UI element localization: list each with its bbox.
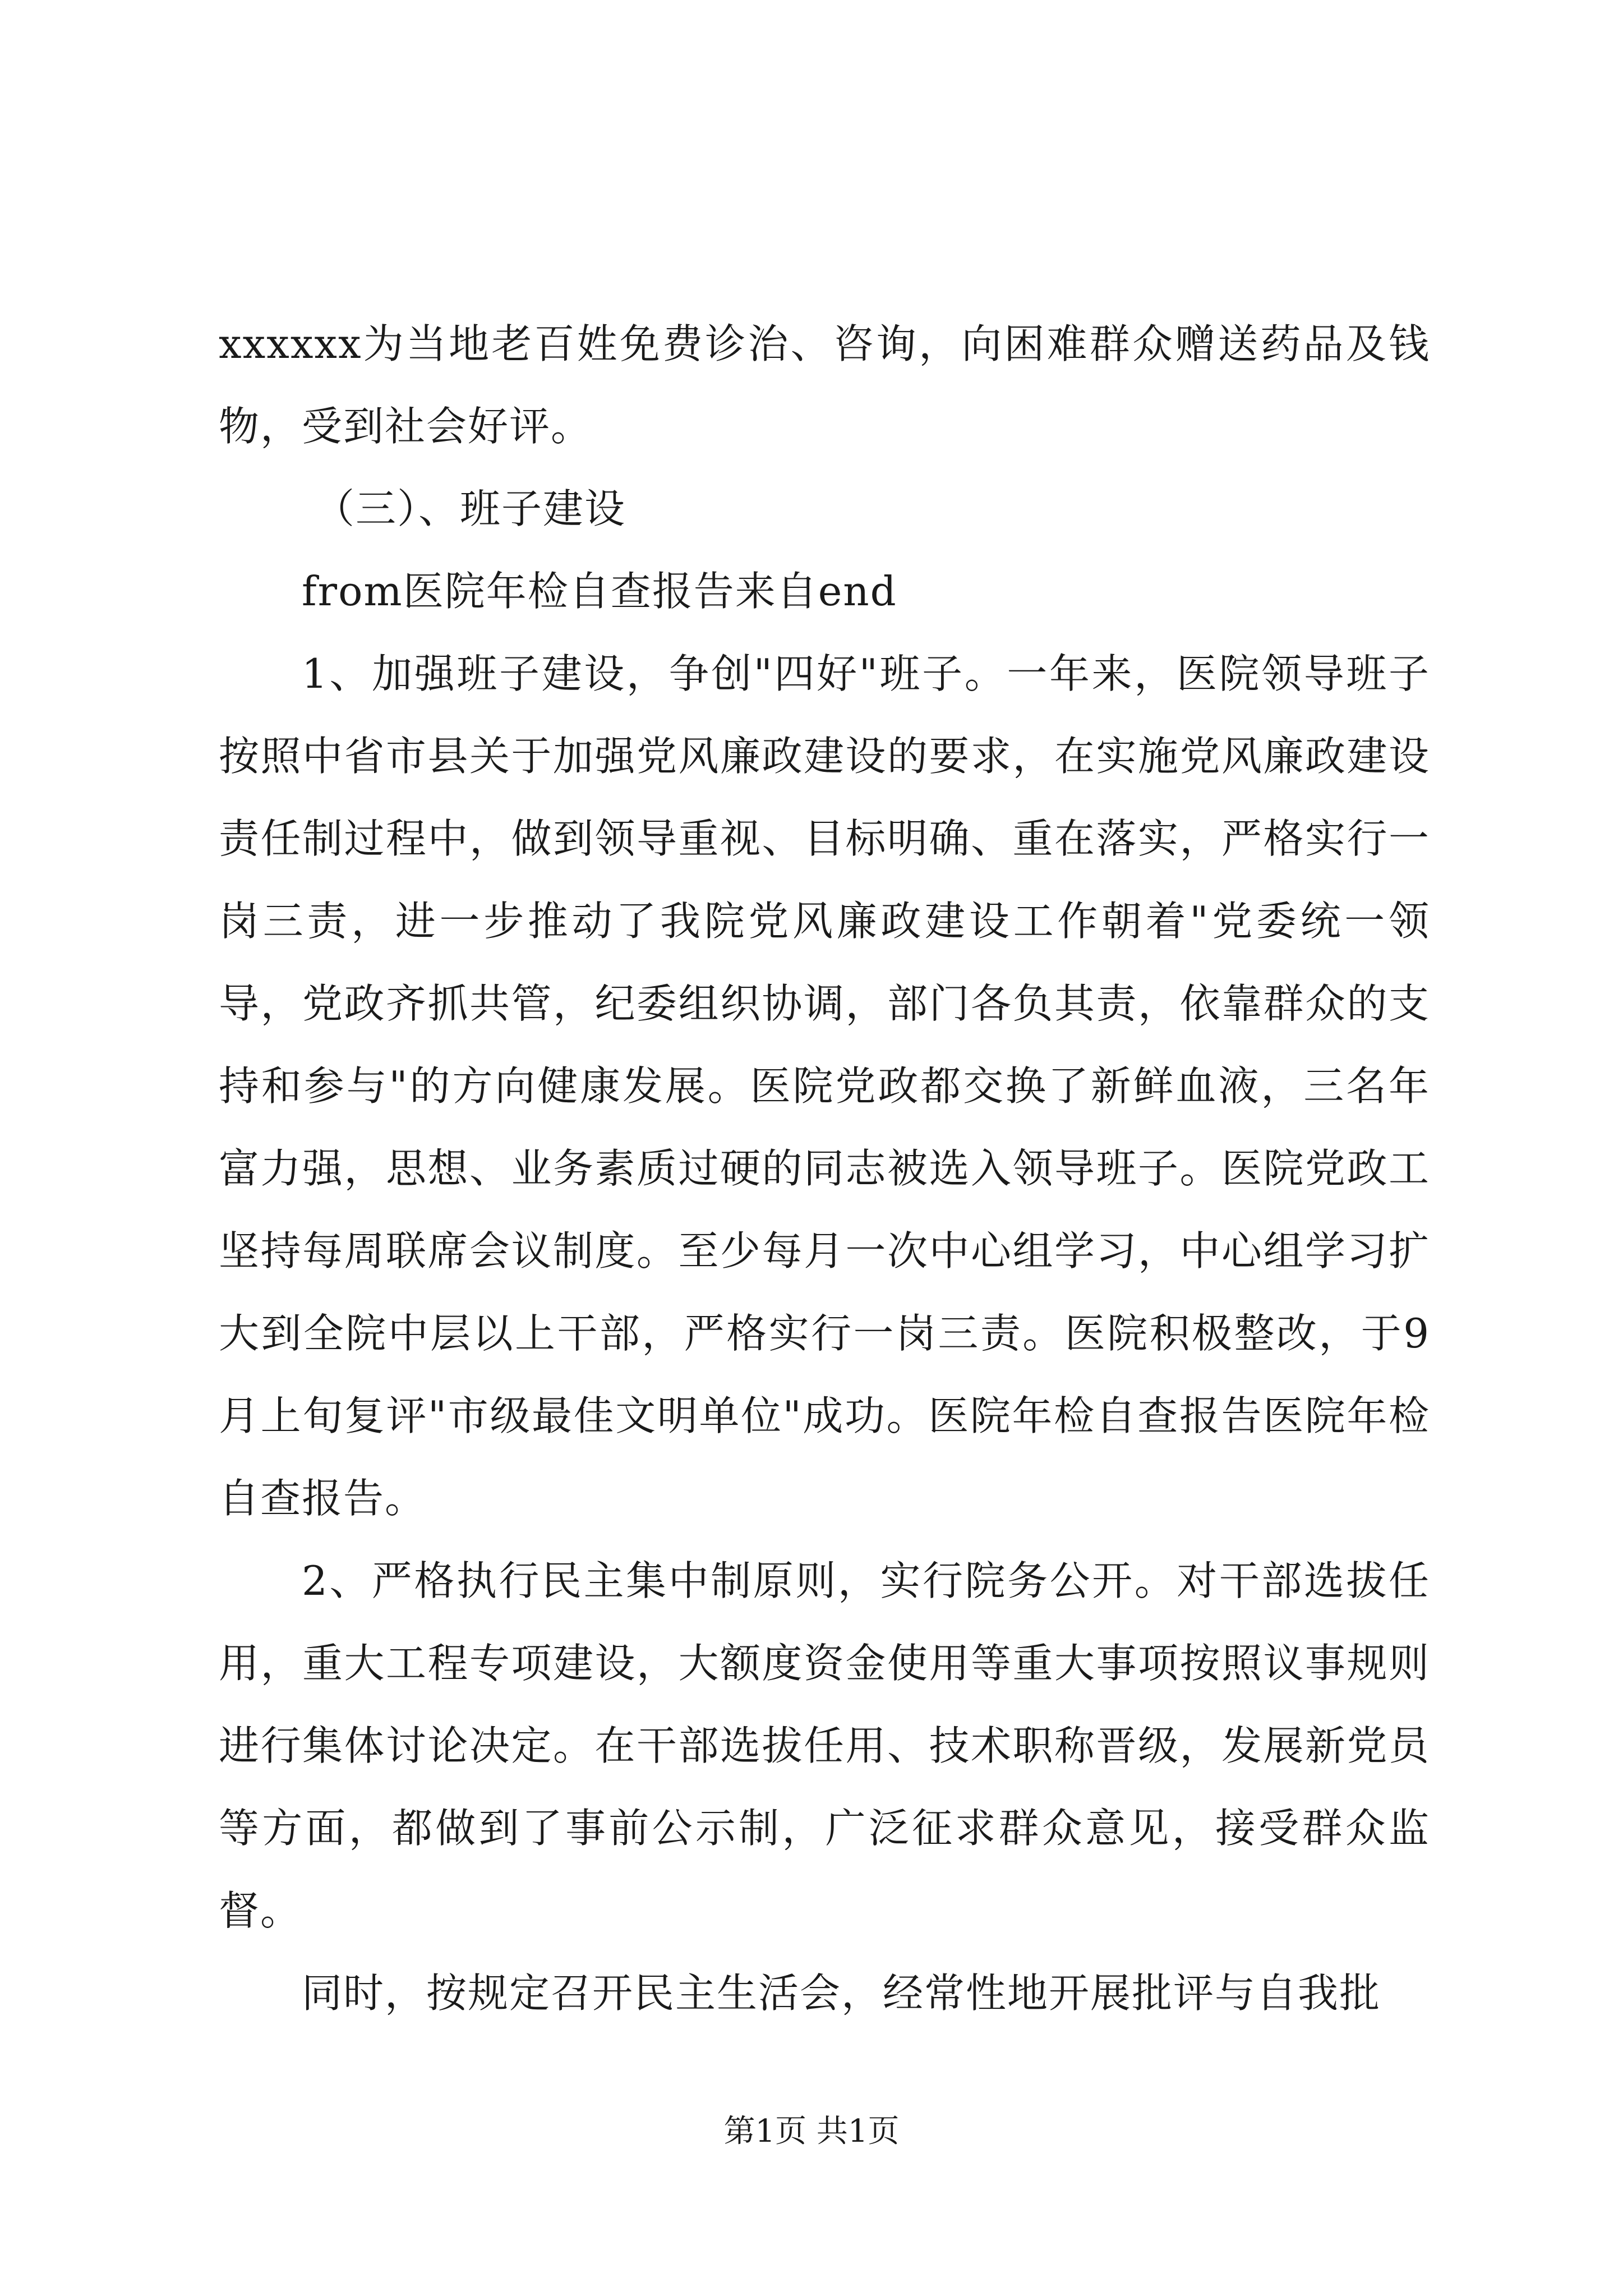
- section-heading: （三）、班子建设: [314, 485, 626, 532]
- paragraph-item-1: 1、加强班子建设，争创"四好"班子。一年来，医院领导班子按照中省市县关于加强党风廉政建设的要求，在实施党风廉政建设责任制过程中，做到领导重视、目标明确、重在落实，严格实行一岗三责，进一步推动了我院党风廉政建设工作朝着"党委统一领导，党政齐抓共管，纪委组织协调，部门各负其责，依靠群众的支持和参与"的方向健康发展。医院党政都交换了新鲜血液，三名年富力强，思想、业务素质过硬的同志被选入领导班子。医院党政工坚持每周联席会议制度。至少每月一次中心组学习，中心组学习扩大到全院中层以上干部，严格实行一岗三责。医院积极整改，于9月上旬复评"市级最佳文明单位"成功。医院年检自查报告医院年检自查报告。: [219, 650, 1430, 1522]
- paragraph-item-2: 2、严格执行民主集中制原则，实行院务公开。对干部选拔任用，重大工程专项建设，大额度资金使用等重大事项按照议事规则进行集体讨论决定。在干部选拔任用、技术职称晋级，发展新党员等方面，都做到了事前公示制，广泛征求群众意见，接受群众监督。: [219, 1557, 1430, 1934]
- paragraph-continuation: xxxxxx为当地老百姓免费诊治、咨询，向困难群众赠送药品及钱物，受到社会好评。: [219, 320, 1430, 450]
- source-note: from医院年检自查报告来自end: [302, 568, 897, 615]
- page-footer: 第1页 共1页: [723, 2113, 900, 2150]
- paragraph-continued: 同时，按规定召开民主生活会，经常性地开展批评与自我批: [302, 1970, 1381, 2017]
- document-body: [219, 303, 1430, 2035]
